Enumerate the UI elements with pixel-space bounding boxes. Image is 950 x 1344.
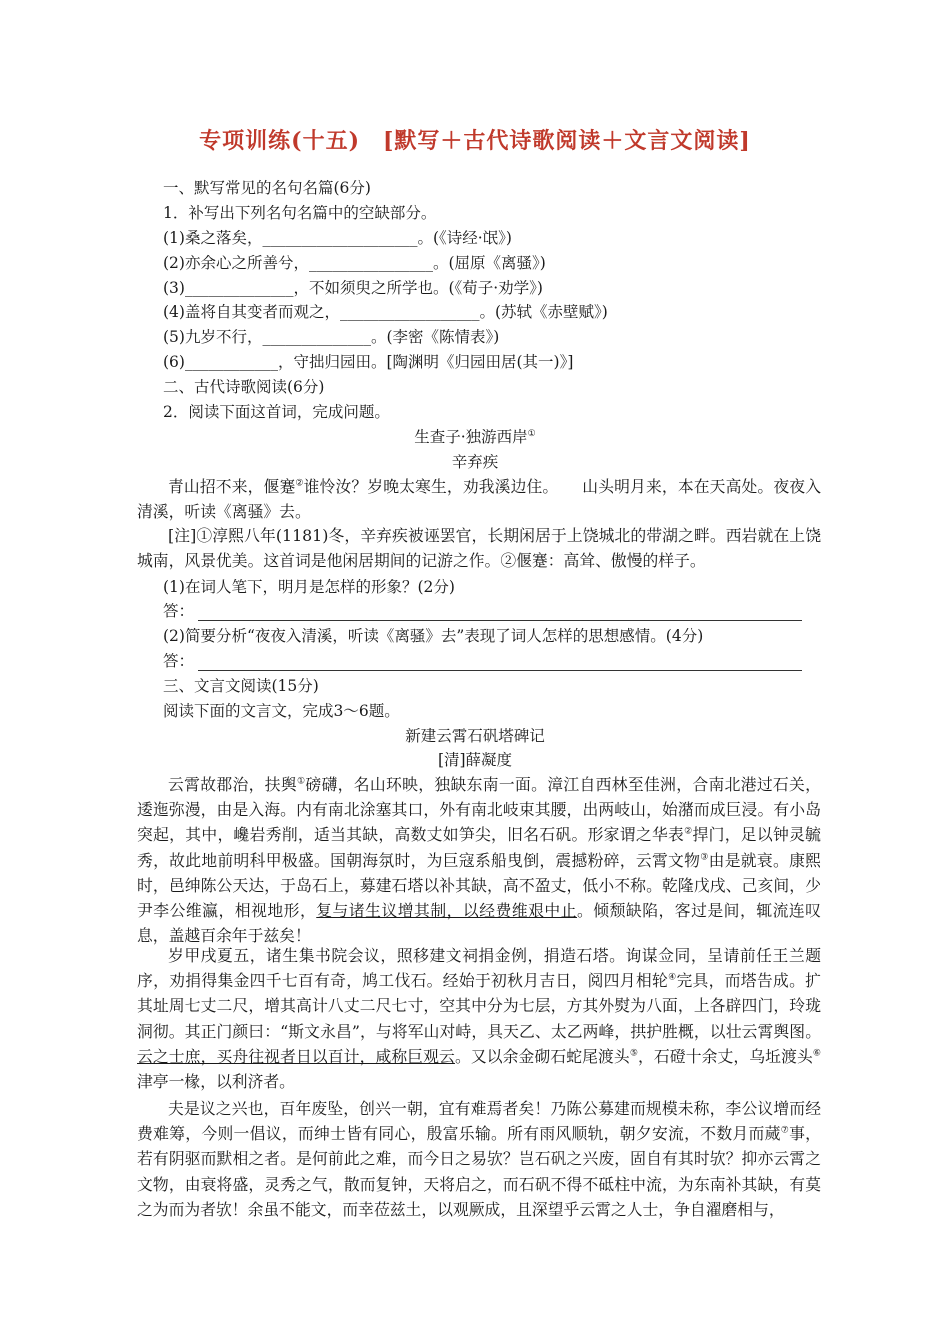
page-title: 专项训练(十五) [默写＋古代诗歌阅读＋文言文阅读]: [199, 128, 751, 154]
poem-text: 青山招不来，偃蹇②谁怜汝？岁晚太寒生，劝我溪边住。 山头明月来，本在天高处。夜夜入清溪，听读《离骚》去。: [137, 477, 821, 522]
fill-blank-item: (6)____________，守拙归园田。[陶渊明《归园田居(其一)》]: [163, 353, 574, 371]
section1-heading: 一、默写常见的名句名篇(6分): [163, 179, 371, 197]
fill-blank-item: (4)盖将自其变者而观之，__________________。(苏轼《赤壁赋》): [163, 303, 608, 321]
answer-line-1[interactable]: 答：: [163, 601, 802, 621]
section2-heading: 二、古代诗歌阅读(6分): [163, 378, 325, 396]
poem-annotation: [注]①淳熙八年(1181)冬，辛弃疾被诬罢官，长期闲居于上饶城北的带湖之畔。西岩就在上饶城南，风景优美。这首词是他闲居期间的记游之作。②偃蹇：高耸、傲慢的样子。: [137, 526, 821, 571]
classical-text-title: 新建云霄石矾塔碑记: [405, 727, 545, 745]
classical-paragraph-2: 岁甲戌夏五，诸生集书院会议，照移建文祠捐金例，捐造石塔。询谋佥同，呈请前任王兰题序，劝捐得集金四千七百有奇，鸠工伐石。经始于初秋月吉日，阅四月相轮④完具，而塔告成。扩其址周七丈二尺，增其高计八丈二尺七寸，空其中分为七层，方其外熨为八面，上各辟四门，玲珑洞彻。其正门颜曰：“斯文永昌”，与将军山对峙，具天乙、太乙两峰，拱护胜概，以壮云霄舆图。云之士庶，买舟往视者日以百计，咸称巨观云。又以余金砌石蛇尾渡头⑤，石磴十余丈，乌坵渡头⑥津亭一椽，以利济者。: [137, 946, 821, 1092]
classical-text-author: [清]薛凝度: [437, 751, 513, 769]
fill-blank-item: (2)亦余心之所善兮，________________。(屈原《离骚》): [163, 254, 546, 272]
poem-author: 辛弃疾: [451, 453, 499, 471]
fill-blank-item: (1)桑之落矣，____________________。(《诗经·氓》): [163, 229, 512, 247]
sub-question-2: (2)简要分析“夜夜入清溪，听读《离骚》去”表现了词人怎样的思想感情。(4分): [163, 627, 704, 645]
section3-intro: 阅读下面的文言文，完成3～6题。: [163, 702, 400, 720]
fill-blank-item: (3)______________，不如须臾之所学也。(《荀子·劝学》): [163, 279, 543, 297]
underlined-sentence: 复与诸生议增其制，以经费维艰中止: [316, 901, 578, 921]
sub-question-1: (1)在词人笔下，明月是怎样的形象？(2分): [163, 578, 455, 596]
underlined-sentence: 云之士庶，买舟往视者日以百计，咸称巨观云: [137, 1046, 455, 1066]
classical-paragraph-1: 云霄故郡治，扶舆①磅礴，名山环映，独缺东南一面。漳江自西林至佳洲，合南北港过石关，逶迤弥漫，由是入海。内有南北涂塞其口，外有南北岐束其腰，出两岐山，始潴而成巨浸。有小岛突起，其中，巉岩秀削，适当其缺，高数丈如笋尖，旧名石矾。形家谓之华表②捍门，足以钟灵毓秀，故此地前明科甲极盛。国朝海氛时，为巨寇系船曳倒，震撼粉碎，云霄文物③由是就衰。康熙时，邑绅陈公天达，于岛石上，募建石塔以补其缺，高不盈丈，低小不称。乾隆戊戌、己亥间，少尹李公维瀛，相视地形，复与诸生议增其制，以经费维艰中止。倾颓缺陷，客过是间，辄流连叹息，盖越百余年于兹矣！: [137, 775, 821, 946]
section3-heading: 三、文言文阅读(15分): [163, 677, 319, 695]
poem-title: 生查子·独游西岸①: [414, 428, 536, 446]
answer-line-2[interactable]: 答：: [163, 651, 802, 671]
fill-blank-item: (5)九岁不行，______________。(李密《陈情表》): [163, 328, 500, 346]
classical-paragraph-3: 夫是议之兴也，百年废坠，创兴一朝，宜有难焉者矣！乃陈公募建而规模未称，李公议增而经费难筹，今则一倡议，而绅士皆有同心，殷富乐输。所有雨风顺轨，朝夕安流，不数月而蒇⑦事，若有阴驱而默相之者。是何前此之难，而今日之易欤？岂石矾之兴废，固自有其时欤？抑亦云霄之文物，由衰将盛，灵秀之气，散而复钟，天将启之，而石矾不得不砥柱中流，为东南补其缺，有莫之为而为者欤！余虽不能文，而幸莅兹土，以观厥成，且深望乎云霄之人士，争自濯磨相与，: [137, 1099, 821, 1219]
question1-prompt: 1．补写出下列名句名篇中的空缺部分。: [163, 204, 437, 222]
question2-prompt: 2．阅读下面这首词，完成问题。: [163, 403, 390, 421]
